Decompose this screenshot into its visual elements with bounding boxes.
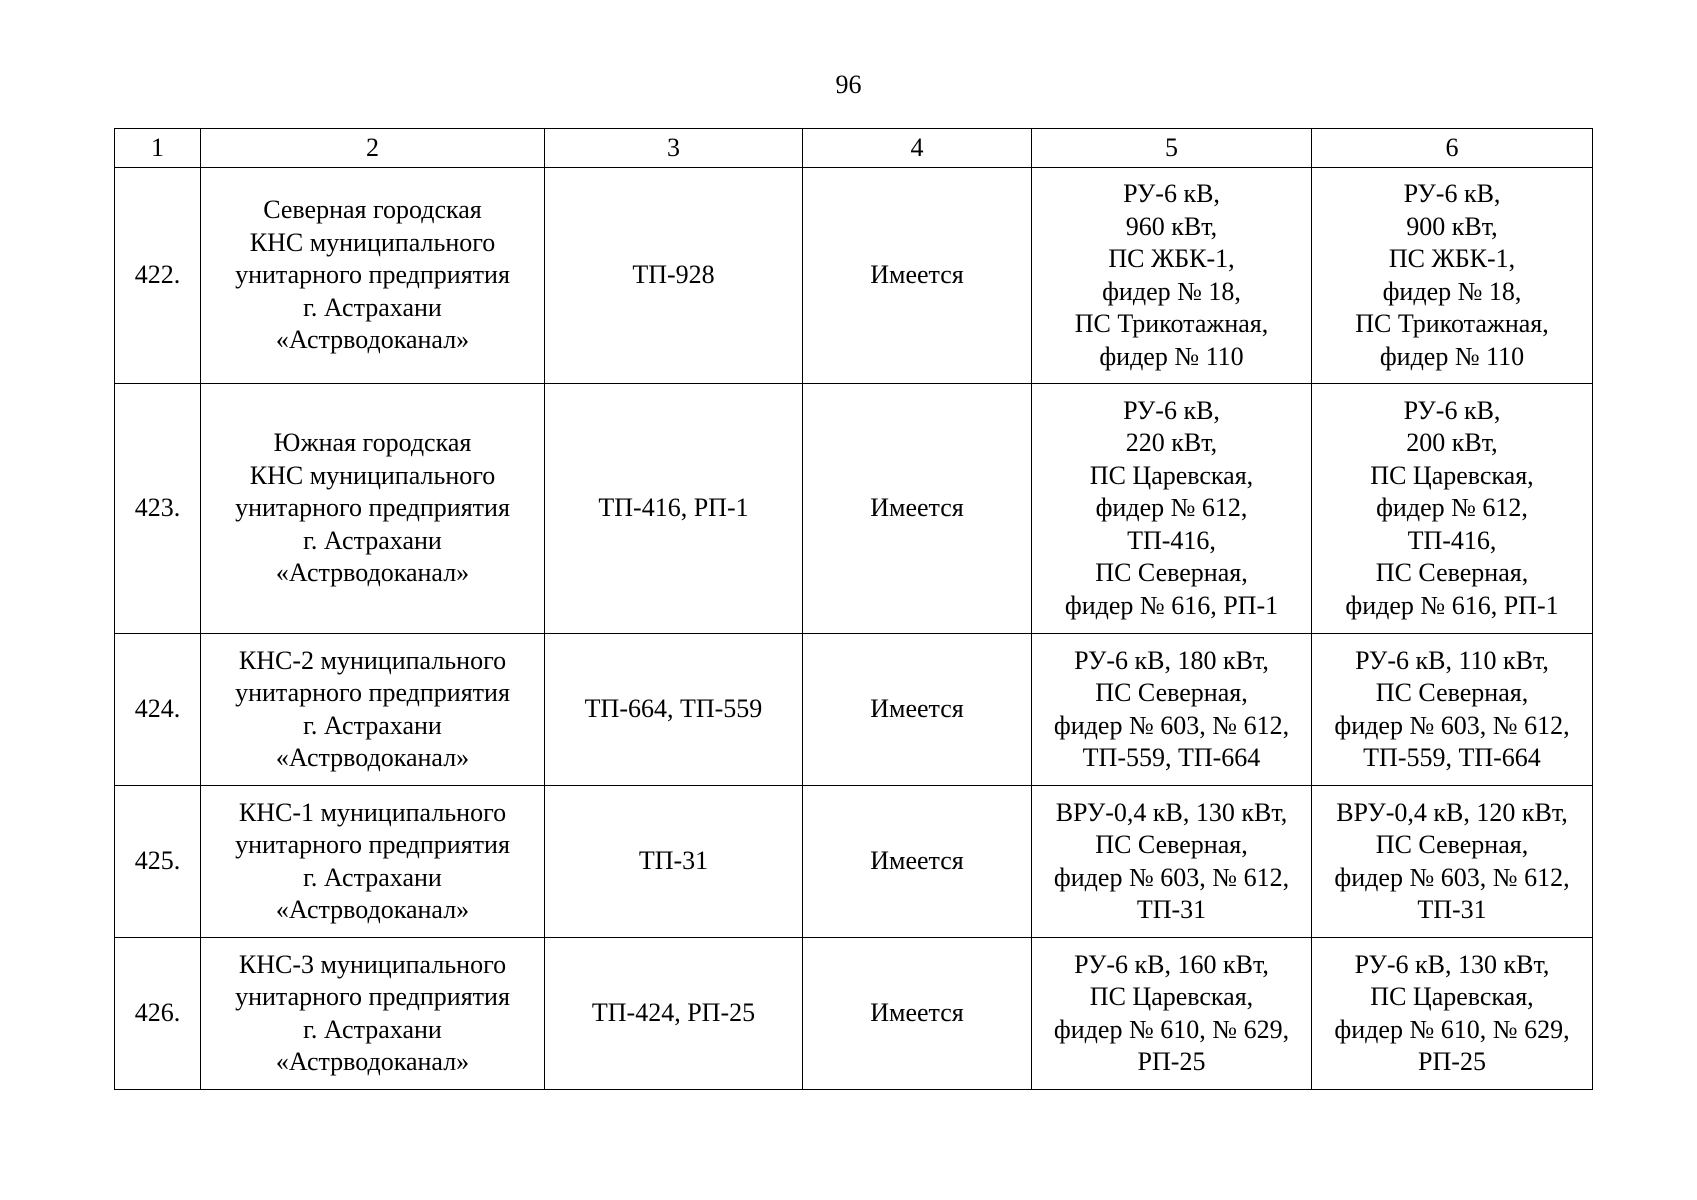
power-supply-cell: ВРУ-0,4 кВ, 120 кВт, ПС Северная, фидер № 603, № 612, ТП-31 bbox=[1312, 786, 1593, 938]
power-supply-cell: РУ-6 кВ, 130 кВт, ПС Царевская, фидер № 610, № 629, РП-25 bbox=[1312, 938, 1593, 1090]
row-number-cell: 423. bbox=[115, 384, 201, 634]
header-cell: 1 bbox=[115, 129, 201, 168]
row-number-cell: 425. bbox=[115, 786, 201, 938]
row-number-cell: 422. bbox=[115, 168, 201, 384]
power-supply-cell: РУ-6 кВ, 160 кВт, ПС Царевская, фидер № 610, № 629, РП-25 bbox=[1032, 938, 1312, 1090]
header-cell: 3 bbox=[545, 129, 803, 168]
substation-cell: ТП-664, ТП-559 bbox=[545, 634, 803, 786]
facility-name-cell: КНС-2 муниципального унитарного предприятия г. Астрахани «Астрводоканал» bbox=[201, 634, 545, 786]
power-supply-cell: РУ-6 кВ, 960 кВт, ПС ЖБК-1, фидер № 18, ПС Трикотажная, фидер № 110 bbox=[1032, 168, 1312, 384]
power-supply-cell: РУ-6 кВ, 900 кВт, ПС ЖБК-1, фидер № 18, ПС Трикотажная, фидер № 110 bbox=[1312, 168, 1593, 384]
substation-cell: ТП-31 bbox=[545, 786, 803, 938]
table-row bbox=[115, 384, 1593, 634]
header-cell: 2 bbox=[201, 129, 545, 168]
substation-cell: ТП-424, РП-25 bbox=[545, 938, 803, 1090]
status-cell: Имеется bbox=[803, 634, 1032, 786]
header-cell: 6 bbox=[1312, 129, 1593, 168]
substation-cell: ТП-416, РП-1 bbox=[545, 384, 803, 634]
status-cell: Имеется bbox=[803, 384, 1032, 634]
table-row bbox=[115, 634, 1593, 786]
row-number-cell: 424. bbox=[115, 634, 201, 786]
page-number: 96 bbox=[835, 70, 862, 99]
facility-name-cell: Южная городская КНС муниципального унитарного предприятия г. Астрахани «Астрводоканал» bbox=[201, 384, 545, 634]
status-cell: Имеется bbox=[803, 938, 1032, 1090]
header-cell: 5 bbox=[1032, 129, 1312, 168]
table-header-row bbox=[115, 129, 1593, 168]
table-row bbox=[115, 786, 1593, 938]
substation-cell: ТП-928 bbox=[545, 168, 803, 384]
row-number-cell: 426. bbox=[115, 938, 201, 1090]
facility-name-cell: КНС-3 муниципального унитарного предприятия г. Астрахани «Астрводоканал» bbox=[201, 938, 545, 1090]
power-supply-cell: РУ-6 кВ, 180 кВт, ПС Северная, фидер № 603, № 612, ТП-559, ТП-664 bbox=[1032, 634, 1312, 786]
power-supply-cell: ВРУ-0,4 кВ, 130 кВт, ПС Северная, фидер № 603, № 612, ТП-31 bbox=[1032, 786, 1312, 938]
data-table bbox=[114, 128, 1593, 1090]
table-row bbox=[115, 938, 1593, 1090]
status-cell: Имеется bbox=[803, 786, 1032, 938]
power-supply-cell: РУ-6 кВ, 110 кВт, ПС Северная, фидер № 603, № 612, ТП-559, ТП-664 bbox=[1312, 634, 1593, 786]
power-supply-cell: РУ-6 кВ, 200 кВт, ПС Царевская, фидер № 612, ТП-416, ПС Северная, фидер № 616, РП-1 bbox=[1312, 384, 1593, 634]
table-row bbox=[115, 168, 1593, 384]
facility-name-cell: Северная городская КНС муниципального унитарного предприятия г. Астрахани «Астрводоканал» bbox=[201, 168, 545, 384]
status-cell: Имеется bbox=[803, 168, 1032, 384]
facility-name-cell: КНС-1 муниципального унитарного предприятия г. Астрахани «Астрводоканал» bbox=[201, 786, 545, 938]
header-cell: 4 bbox=[803, 129, 1032, 168]
power-supply-cell: РУ-6 кВ, 220 кВт, ПС Царевская, фидер № 612, ТП-416, ПС Северная, фидер № 616, РП-1 bbox=[1032, 384, 1312, 634]
